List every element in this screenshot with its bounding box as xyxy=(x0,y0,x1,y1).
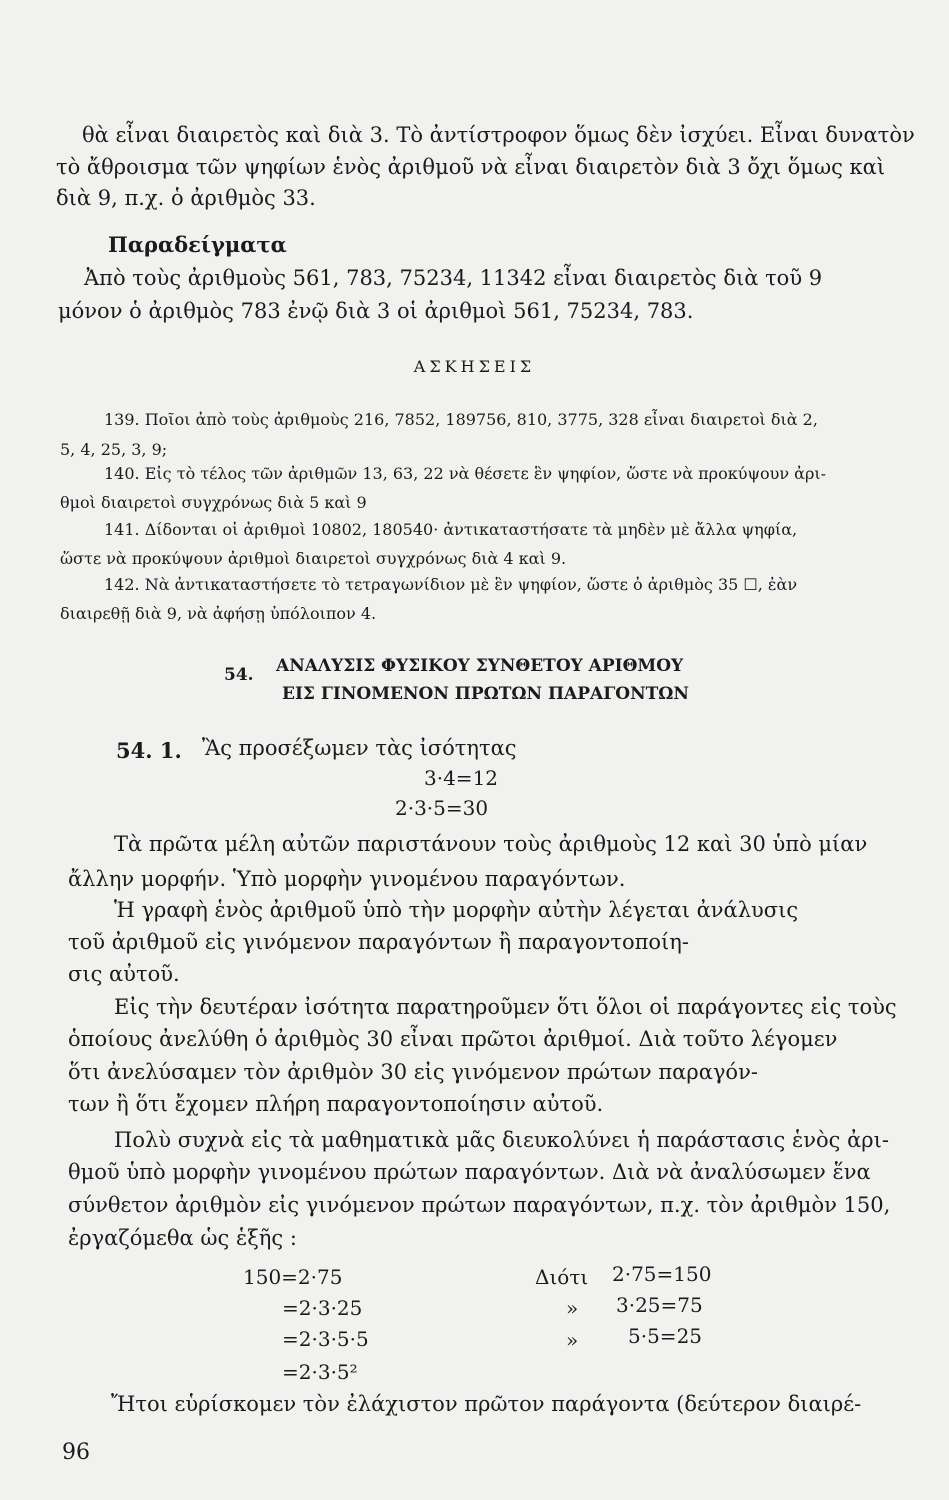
intro-line: τὸ ἄθροισμα τῶν ψηφίων ἑνὸς ἀριθμοῦ νὰ εἶναι διαιρετὸν διὰ 3 ὄχι ὅμως καὶ xyxy=(56,155,886,179)
exercise-line: 142. Νὰ ἀντικαταστήσετε τὸ τετραγωνίδιον μὲ ἓν ψηφίον, ὥστε ὁ ἀριθμὸς 35 ☐, ἐὰν xyxy=(104,575,798,594)
page-number: 96 xyxy=(62,1440,90,1465)
exercise-line: 5, 4, 25, 3, 9; xyxy=(60,440,168,459)
factorization-step: =2·3·5² xyxy=(282,1360,358,1384)
body-line: τοῦ ἀριθμοῦ εἰς γινόμενον παραγόντων ἢ παραγοντοποίη- xyxy=(68,930,689,954)
section-title: ΕΙΣ ΓΙΝΟΜΕΝΟΝ ΠΡΩΤΩΝ ΠΑΡΑΓΟΝΤΩΝ xyxy=(282,684,689,704)
section-number: 54. xyxy=(224,665,254,685)
body-line: ὅτι ἀνελύσαμεν τὸν ἀριθμὸν 30 εἰς γινόμενον πρώτων παραγόν- xyxy=(68,1060,758,1084)
body-line: θμοῦ ὑπὸ μορφὴν γινομένου πρώτων παραγόντων. Διὰ νὰ ἀναλύσωμεν ἕνα xyxy=(68,1160,871,1184)
exercise-line: 140. Εἰς τὸ τέλος τῶν ἀριθμῶν 13, 63, 22 νὰ θέσετε ἓν ψηφίον, ὥστε νὰ προκύψουν ἀρι- xyxy=(104,464,827,483)
factorization-step: =2·3·5·5 xyxy=(282,1327,369,1351)
closing-line: Ἤτοι εὑρίσκομεν τὸν ἐλάχιστον πρῶτον παράγοντα (δεύτερον διαιρέ- xyxy=(111,1392,862,1416)
body-line: ἄλλην μορφήν. Ὑπὸ μορφὴν γινομένου παραγόντων. xyxy=(68,867,626,891)
body-line: Πολὺ συχνὰ εἰς τὰ μαθηματικὰ μᾶς διευκολύνει ἡ παράστασις ἑνὸς ἀρι- xyxy=(114,1128,889,1152)
intro-line: διὰ 9, π.χ. ὁ ἀριθμὸς 33. xyxy=(56,186,316,210)
reason-equation: 2·75=150 xyxy=(612,1262,712,1286)
equation: 3·4=12 xyxy=(424,766,499,790)
body-line: σις αὐτοῦ. xyxy=(68,962,180,986)
subsection-text: Ἂς προσέξωμεν τὰς ἰσότητας xyxy=(202,736,517,760)
reason-equation: 3·25=75 xyxy=(616,1293,703,1317)
reason-equation: 5·5=25 xyxy=(628,1324,703,1348)
subsection-label: 54. 1. xyxy=(116,738,182,763)
equation: 2·3·5=30 xyxy=(395,796,489,820)
example-line: Ἀπὸ τοὺς ἀριθμοὺς 561, 783, 75234, 11342 εἶναι διαιρετὸς διὰ τοῦ 9 xyxy=(84,266,823,290)
exercise-line: θμοὶ διαιρετοὶ συγχρόνως διὰ 5 καὶ 9 xyxy=(60,493,367,512)
factorization-step: =2·3·25 xyxy=(282,1296,363,1320)
examples-heading: Παραδείγματα xyxy=(108,232,287,257)
example-line: μόνον ὁ ἀριθμὸς 783 ἐνῷ διὰ 3 οἱ ἀριθμοὶ 561, 75234, 783. xyxy=(58,299,694,323)
body-line: ἐργαζόμεθα ὡς ἑξῆς : xyxy=(68,1226,297,1250)
exercise-line: διαιρεθῇ διὰ 9, νὰ ἀφήσῃ ὑπόλοιπον 4. xyxy=(60,604,377,623)
body-line: Ἡ γραφὴ ἑνὸς ἀριθμοῦ ὑπὸ τὴν μορφὴν αὐτὴν λέγεται ἀνάλυσις xyxy=(114,898,799,922)
exercise-line: 139. Ποῖοι ἀπὸ τοὺς ἀριθμοὺς 216, 7852, 189756, 810, 3775, 328 εἶναι διαιρετοὶ διὰ 2, xyxy=(104,410,818,429)
reason-prefix: » xyxy=(566,1296,579,1320)
body-line: Εἰς τὴν δευτέραν ἰσότητα παρατηροῦμεν ὅτι ὅλοι οἱ παράγοντες εἰς τοὺς xyxy=(114,995,897,1019)
reason-prefix: » xyxy=(566,1328,579,1352)
factorization-step: 150=2·75 xyxy=(243,1265,343,1289)
body-line: ὁποίους ἀνελύθη ὁ ἀριθμὸς 30 εἶναι πρῶτοι ἀριθμοί. Διὰ τοῦτο λέγομεν xyxy=(68,1027,838,1051)
body-line: Τὰ πρῶτα μέλη αὐτῶν παριστάνουν τοὺς ἀριθμοὺς 12 καὶ 30 ὑπὸ μίαν xyxy=(114,832,868,856)
reason-prefix: Διότι xyxy=(535,1265,589,1289)
exercise-line: 141. Δίδονται οἱ ἀριθμοὶ 10802, 180540· ἀντικαταστήσατε τὰ μηδὲν μὲ ἄλλα ψηφία, xyxy=(104,520,798,539)
body-line: σύνθετον ἀριθμὸν εἰς γινόμενον πρώτων παραγόντων, π.χ. τὸν ἀριθμὸν 150, xyxy=(68,1193,891,1217)
body-line: των ἢ ὅτι ἔχομεν πλήρη παραγοντοποίησιν αὐτοῦ. xyxy=(68,1092,604,1116)
exercises-heading: ΑΣΚΗΣΕΙΣ xyxy=(413,357,536,376)
intro-line: θὰ εἶναι διαιρετὸς καὶ διὰ 3. Τὸ ἀντίστροφον ὅμως δὲν ἰσχύει. Εἶναι δυνατὸν xyxy=(82,123,915,147)
section-title: ΑΝΑΛΥΣΙΣ ΦΥΣΙΚΟΥ ΣΥΝΘΕΤΟΥ ΑΡΙΘΜΟΥ xyxy=(276,656,684,676)
exercise-line: ὥστε νὰ προκύψουν ἀριθμοὶ διαιρετοὶ συγχρόνως διὰ 4 καὶ 9. xyxy=(60,549,567,568)
